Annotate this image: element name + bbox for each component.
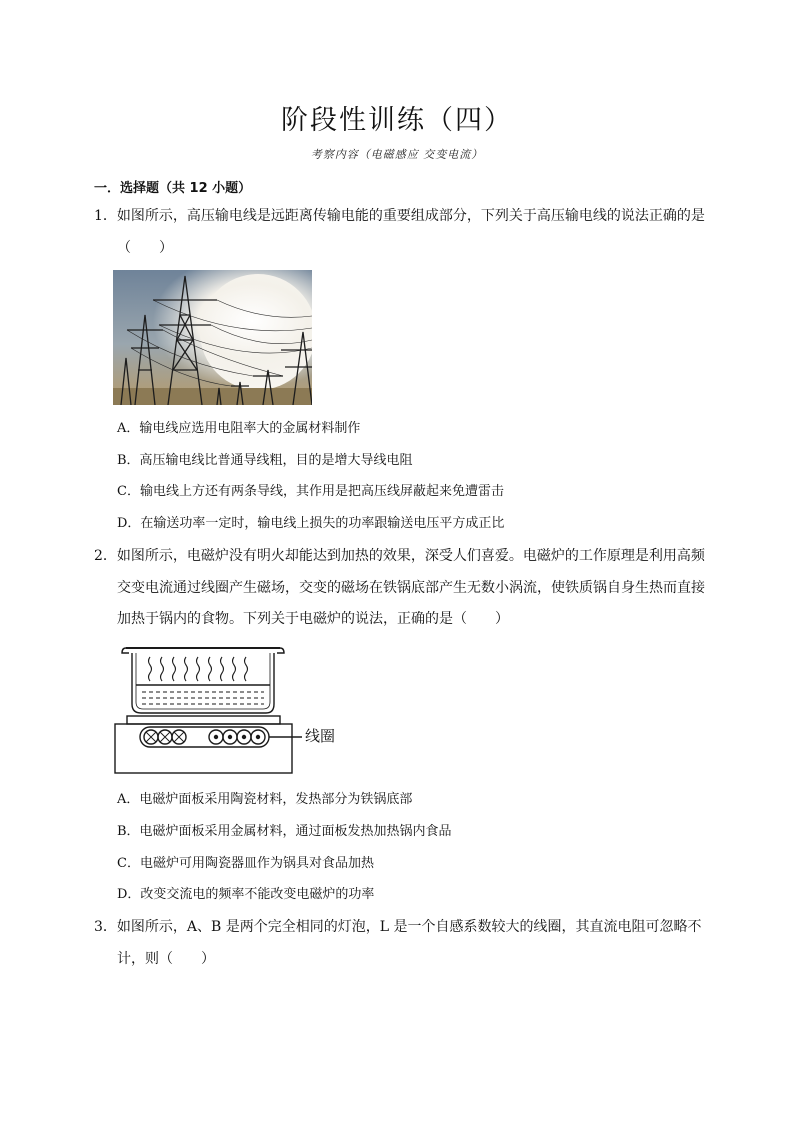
page-title: 阶段性训练（四） [281, 105, 513, 136]
question-2-option-a: A．电磁炉面板采用陶瓷材料，发热部分为铁锅底部 [117, 792, 413, 807]
question-1-option-c: C．输电线上方还有两条导线，其作用是把高压线屏蔽起来免遭雷击 [117, 484, 504, 499]
question-2-option-b: B．电磁炉面板采用金属材料，通过面板发热加热锅内食品 [117, 824, 452, 839]
section-heading: 一．选择题（共 12 小题） [94, 181, 252, 196]
question-1-line-2: （ ） [117, 240, 173, 256]
question-2-line-1: 2．如图所示，电磁炉没有明火却能达到加热的效果，深受人们喜爱。电磁炉的工作原理是利用高频 [94, 548, 705, 564]
question-3-line-1: 3．如图所示，A、B 是两个完全相同的灯泡，L 是一个自感系数较大的线圈，其直流电阻可忽略不 [94, 919, 702, 935]
question-2-line-3: 加热于锅内的食物。下列关于电磁炉的说法，正确的是（ ） [117, 611, 509, 627]
question-2-option-c: C．电磁炉可用陶瓷器皿作为锅具对食品加热 [117, 856, 374, 871]
question-1-option-d: D．在输送功率一定时，输电线上损失的功率跟输送电压平方成正比 [117, 516, 505, 531]
question-2-line-2: 交变电流通过线圈产生磁场，交变的磁场在铁锅底部产生无数小涡流，使铁质锅自身生热而直接 [117, 580, 705, 596]
induction-cooker-diagram [112, 640, 352, 776]
question-3-line-2: 计，则（ ） [117, 951, 215, 967]
question-2-option-d: D．改变交流电的频率不能改变电磁炉的功率 [117, 887, 375, 902]
question-1-line-1: 1．如图所示，高压输电线是远距离传输电能的重要组成部分，下列关于高压输电线的说法正确的是 [94, 208, 705, 224]
coil-label: 线圈 [305, 727, 336, 745]
page-subtitle: 考察内容（电磁感应 交变电流） [310, 148, 484, 161]
power-line-photo [113, 270, 312, 405]
question-1-option-b: B．高压输电线比普通导线粗，目的是增大导线电阻 [117, 453, 413, 468]
question-1-option-a: A．输电线应选用电阻率大的金属材料制作 [117, 421, 361, 436]
